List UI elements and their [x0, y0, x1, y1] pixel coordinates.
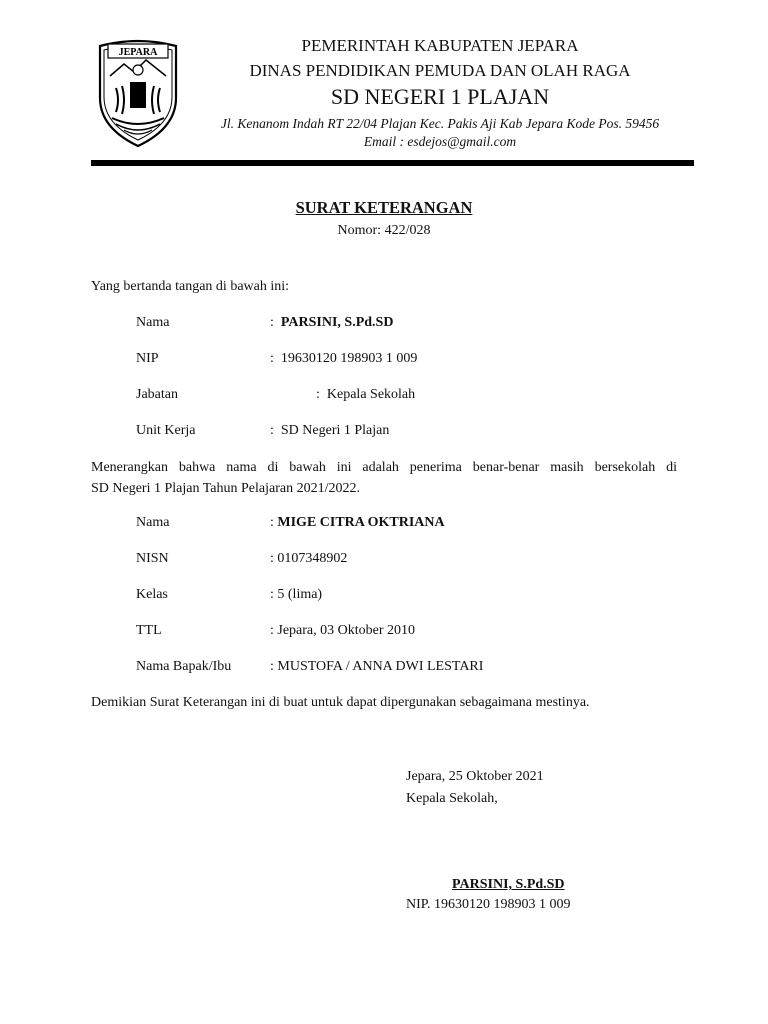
signatory-unit-label: Unit Kerja	[136, 423, 196, 438]
student-class-value: 5 (lima)	[277, 587, 323, 602]
student-ttl-value: Jepara, 03 Oktober 2010	[277, 623, 416, 638]
student-name-row: : MIGE CITRA OKTRIANA	[270, 515, 445, 530]
signatory-name-row: : PARSINI, S.Pd.SD	[270, 315, 394, 330]
letter-number: Nomor: 422/028	[337, 223, 431, 238]
student-parents-value: MUSTOFA / ANNA DWI LESTARI	[277, 659, 484, 674]
header-email: Email : esdejos@gmail.com	[363, 134, 517, 149]
statement-line-1: Menerangkan bahwa nama di bawah ini adalah penerima benar-benar masih bersekolah di	[91, 460, 677, 475]
intro-text: Yang bertanda tangan di bawah ini:	[91, 279, 290, 294]
signatory-nip-value: 19630120 198903 1 009	[280, 351, 418, 366]
student-ttl-label: TTL	[136, 623, 162, 638]
student-class-row: : 5 (lima)	[270, 587, 323, 602]
signatory-position-value: Kepala Sekolah	[326, 387, 416, 402]
letterhead-divider	[91, 160, 694, 166]
closing-text: Demikian Surat Keterangan ini di buat untuk dapat dipergunakan sebagaimana mestinya.	[91, 695, 590, 710]
student-class-label: Kelas	[136, 587, 168, 602]
sign-place-date: Jepara, 25 Oktober 2021	[406, 769, 544, 784]
signatory-name-label: Nama	[136, 315, 170, 330]
student-nisn-label: NISN	[136, 551, 169, 566]
jepara-crest-logo	[96, 36, 180, 148]
statement-line-2: SD Negeri 1 Plajan Tahun Pelajaran 2021/2022.	[91, 481, 360, 496]
signatory-nip-label: NIP	[136, 351, 159, 366]
logo-label: JEPARA	[118, 47, 158, 58]
signatory-unit-value: SD Negeri 1 Plajan	[280, 423, 390, 438]
signatory-name-value: PARSINI, S.Pd.SD	[280, 315, 394, 330]
header-school-name: SD NEGERI 1 PLAJAN	[330, 84, 550, 109]
student-parents-label: Nama Bapak/Ibu	[136, 659, 232, 674]
sign-nip: NIP. 19630120 198903 1 009	[406, 897, 571, 912]
sign-name: PARSINI, S.Pd.SD	[452, 877, 565, 892]
header-department: DINAS PENDIDIKAN PEMUDA DAN OLAH RAGA	[249, 61, 631, 80]
student-name-value: MIGE CITRA OKTRIANA	[277, 515, 445, 530]
student-nisn-row: : 0107348902	[270, 551, 348, 566]
student-nisn-value: 0107348902	[277, 551, 348, 566]
signatory-nip-row: : 19630120 198903 1 009	[270, 351, 418, 366]
header-government: PEMERINTAH KABUPATEN JEPARA	[301, 36, 579, 55]
signatory-unit-row: : SD Negeri 1 Plajan	[270, 423, 390, 438]
sign-role: Kepala Sekolah,	[406, 791, 498, 806]
header-address: Jl. Kenanom Indah RT 22/04 Plajan Kec. Pakis Aji Kab Jepara Kode Pos. 59456	[220, 116, 660, 131]
signatory-position-label: Jabatan	[136, 387, 178, 402]
student-name-label: Nama	[136, 515, 170, 530]
statement-paragraph	[91, 457, 677, 499]
signatory-position-row: : Kepala Sekolah	[316, 387, 416, 402]
letter-title: SURAT KETERANGAN	[295, 198, 473, 217]
student-parents-row: : MUSTOFA / ANNA DWI LESTARI	[270, 659, 484, 674]
student-ttl-row: : Jepara, 03 Oktober 2010	[270, 623, 416, 638]
